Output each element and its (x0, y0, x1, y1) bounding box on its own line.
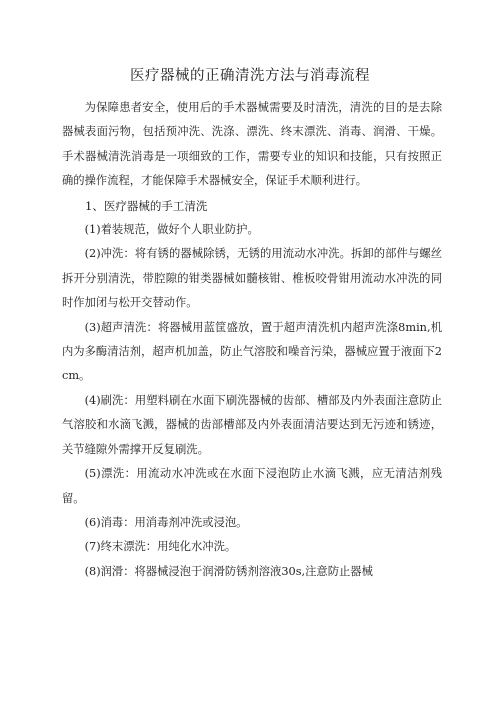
intro-paragraph: 为保障患者安全，使用后的手术器械需要及时清洗，清洗的目的是去除器械表面污物，包括预冲洗、洗涤、漂洗、终末漂洗、消毒、润滑、干燥。手术器械清洗消毒是一项细致的工作，需要专业的知识和技能，只有按照正确的操作流程，才能保障手术器械安全，保证手术顺利进行。 (62, 101, 442, 188)
step-paragraph-2: (2)冲洗：将有锈的器械除锈，无锈的用流动水冲洗。拆卸的部件与螺丝拆开分别清洗，带腔隙的钳类器械如髓核钳、椎板咬骨钳用流动水冲洗的同时作加闭与松开交替动作。 (62, 247, 442, 310)
step-paragraph-4: (4)刷洗：用塑料刷在水面下刷洗器械的齿部、槽部及内外表面注意防止气溶胶和水滴飞溅，器械的齿部槽部及内外表面清洁要达到无污迹和锈迹，关节缝隙外需撑开反复刷洗。 (62, 393, 442, 456)
step-paragraph-5: (5)漂洗：用流动水冲洗或在水面下浸泡防止水滴飞溅，应无清洁剂残留。 (62, 467, 442, 505)
step-paragraph-8: (8)润滑：将器械浸泡于润滑防锈剂溶液30s,注意防止器械 (84, 564, 373, 578)
section-heading: 1、医疗器械的手工清洗 (85, 198, 208, 213)
step-paragraph-6: (6)消毒：用消毒剂冲洗或浸泡。 (84, 515, 248, 529)
step-paragraph-3: (3)超声清洗：将器械用蓝筐盛放，置于超声清洗机内超声洗涤8min,机内为多酶清洁剂，超声机加盖，防止气溶胶和噪音污染，器械应置于液面下2cm。 (62, 320, 442, 383)
step-paragraph-1: (1)着装规范，做好个人职业防护。 (84, 223, 259, 237)
step-paragraph-7: (7)终末漂洗：用纯化水冲洗。 (84, 540, 237, 554)
document-title: 医疗器械的正确清洗方法与消毒流程 (130, 68, 370, 84)
document-body (62, 96, 442, 584)
